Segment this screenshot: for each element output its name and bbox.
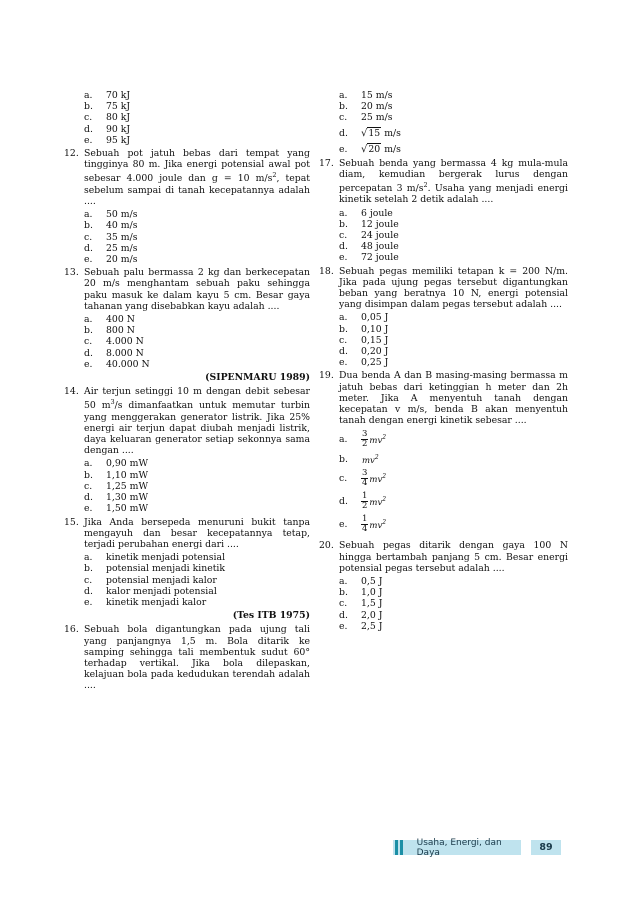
option: c. 35 m/s xyxy=(84,231,138,243)
question-13: 13. Sebuah palu bermassa 2 kg dan berkecepatan 20 m/s menghantam sebuah paku sehingga paku masuk ke dalam kayu 5 cm. Besar gaya tahanan yang disebabkan kayu adalah .... xyxy=(64,267,310,312)
q17-options xyxy=(339,208,568,264)
option: b. 75 kJ xyxy=(84,101,131,113)
option: e. 40.000 N xyxy=(84,358,150,370)
source-citation: (Tes ITB 1975) xyxy=(232,610,310,622)
q15-options xyxy=(84,552,310,608)
option: b. potensial menjadi kinetik xyxy=(84,563,226,575)
option: e. 95 kJ xyxy=(84,134,131,146)
left-column xyxy=(64,90,310,694)
q14-options xyxy=(84,458,310,514)
q11-options xyxy=(84,90,310,146)
footer-marker-icon xyxy=(400,840,403,855)
option: a. 0,90 mW xyxy=(84,458,149,470)
question-14: 14. Air terjun setinggi 10 m dengan debit sebesar 50 $m^3/s$ dimanfaatkan untuk memutar turbin yang menggerakan generator listrik. Jika 25% energi air terjun dapat diubah menjadi listrik, daya keluaran generator setiap sekonnya sama dengan .... xyxy=(64,386,310,457)
question-16: 16. Sebuah bola digantungkan pada ujung tali yang panjangnya 1,5 m. Bola ditarik ke samping sehingga tali membentuk sudut 60° terhadap vertikal. Jika bola dilepaskan, kelajuan bola pada kedudukan terendah adalah .... xyxy=(64,624,310,692)
option: b. 12 joule xyxy=(339,218,399,230)
page-number: 89 xyxy=(531,840,561,855)
footer-marker-icon xyxy=(395,840,398,855)
option: c. 4.000 N xyxy=(84,336,144,348)
chapter-title: Usaha, Energi, dan Daya xyxy=(416,837,502,858)
sqrt-expression: √ 20 xyxy=(361,144,381,156)
q19-options xyxy=(339,428,568,536)
option: e. 0,25 J xyxy=(339,357,389,369)
option: d. 48 joule xyxy=(339,241,399,253)
option: e. $\frac{1}{4}$ $mv^2$ xyxy=(339,514,387,535)
fraction: $\frac{3}{2}$ xyxy=(362,429,368,450)
footer-chapter-bar xyxy=(393,837,521,858)
q18-options xyxy=(339,312,568,368)
option: b. 20 m/s xyxy=(339,101,393,113)
option: d. kalor menjadi potensial xyxy=(84,585,217,597)
fraction: $\frac{3}{4}$ xyxy=(362,468,368,489)
option: c. $\frac{3}{4}$ $mv^2$ xyxy=(339,468,387,489)
option: c. 24 joule xyxy=(339,229,399,241)
sqrt-expression: √ 15 xyxy=(361,128,381,140)
question-19: 19. Dua benda A dan B masing-masing bermassa m jatuh bebas dari ketinggian h meter dan 2h meter. Jika A menyentuh tanah dengan kecepatan v m/s, benda B akan menyentuh tanah dengan energi kinetik sebesar .... xyxy=(319,370,568,427)
option: a. kinetik menjadi potensial xyxy=(84,552,226,564)
option: b. 0,10 J xyxy=(339,323,389,335)
q12-options xyxy=(84,209,310,265)
option: a. 6 joule xyxy=(339,207,393,219)
option: d. √ 15 m/s xyxy=(339,128,401,140)
q16-options xyxy=(339,90,568,156)
option: b. $mv^2$ xyxy=(339,453,379,466)
option: d. 2,0 J xyxy=(339,609,383,621)
option: e. 20 m/s xyxy=(84,253,138,265)
option: d. 90 kJ xyxy=(84,123,131,135)
option: d. 8.000 N xyxy=(84,347,144,359)
option: a. 70 kJ xyxy=(84,90,131,101)
option: e. √ 20 m/s xyxy=(339,144,401,156)
option: d. 25 m/s xyxy=(84,242,138,254)
option: c. 1,5 J xyxy=(339,598,383,610)
option: d. $\frac{1}{2}$ $mv^2$ xyxy=(339,491,387,512)
option: b. 800 N xyxy=(84,325,135,337)
option: e. 2,5 J xyxy=(339,620,383,632)
option: a. 15 m/s xyxy=(339,90,393,101)
q13-options xyxy=(84,314,310,370)
option: d. 0,20 J xyxy=(339,345,389,357)
question-15: 15. Jika Anda bersepeda menuruni bukit tanpa mengayuh dan besar kecepatannya tetap, terjadi perubahan energi dari .... xyxy=(64,516,310,550)
option: d. 1,30 mW xyxy=(84,492,149,504)
option: a. 400 N xyxy=(84,313,135,325)
question-12: 12. Sebuah pot jatuh bebas dari tempat yang tingginya 80 m. Jika energi potensial awal pot sebesar 4.000 joule dan g = 10 $m/s^2$, tepat sebelum sampai di tanah kecepatannya adalah .... xyxy=(64,148,310,207)
source-citation: (SIPENMARU 1989) xyxy=(205,371,310,383)
fraction: $\frac{1}{2}$ xyxy=(362,491,368,512)
option: c. 80 kJ xyxy=(84,112,131,124)
q20-options xyxy=(339,576,568,632)
question-20: 20. Sebuah pegas ditarik dengan gaya 100 N hingga bertambah panjang 5 cm. Besar energi potensial pegas tersebut adalah .... xyxy=(319,540,568,574)
option: b. 1,0 J xyxy=(339,587,383,599)
option: c. 25 m/s xyxy=(339,112,393,124)
question-17: 17. Sebuah benda yang bermassa 4 kg mula-mula diam, kemudian bergerak lurus dengan percepatan 3 $m/s^2$. Usaha yang menjadi energi kinetik setelah 2 detik adalah .... xyxy=(319,157,568,206)
option: c. potensial menjadi kalor xyxy=(84,574,217,586)
option: a. 0,05 J xyxy=(339,312,389,324)
option: b. 1,10 mW xyxy=(84,469,149,481)
right-column xyxy=(319,90,568,634)
option: e. 1,50 mW xyxy=(84,503,149,515)
option: c. 1,25 mW xyxy=(84,480,149,492)
fraction: $\frac{1}{4}$ xyxy=(362,514,368,535)
option: e. kinetik menjadi kalor xyxy=(84,596,207,608)
option: a. 0,5 J xyxy=(339,575,383,587)
option: c. 0,15 J xyxy=(339,334,389,346)
option: b. 40 m/s xyxy=(84,220,138,232)
option: a. 50 m/s xyxy=(84,209,138,221)
option: a. $\frac{3}{2}$ $mv^2$ xyxy=(339,429,387,450)
question-18: 18. Sebuah pegas memiliki tetapan k = 200 N/m. Jika pada ujung pegas tersebut digantungkan beban yang beratnya 10 N, energi potensial yang disimpan dalam pegas tersebut adalah .... xyxy=(319,265,568,311)
option: e. 72 joule xyxy=(339,252,399,264)
